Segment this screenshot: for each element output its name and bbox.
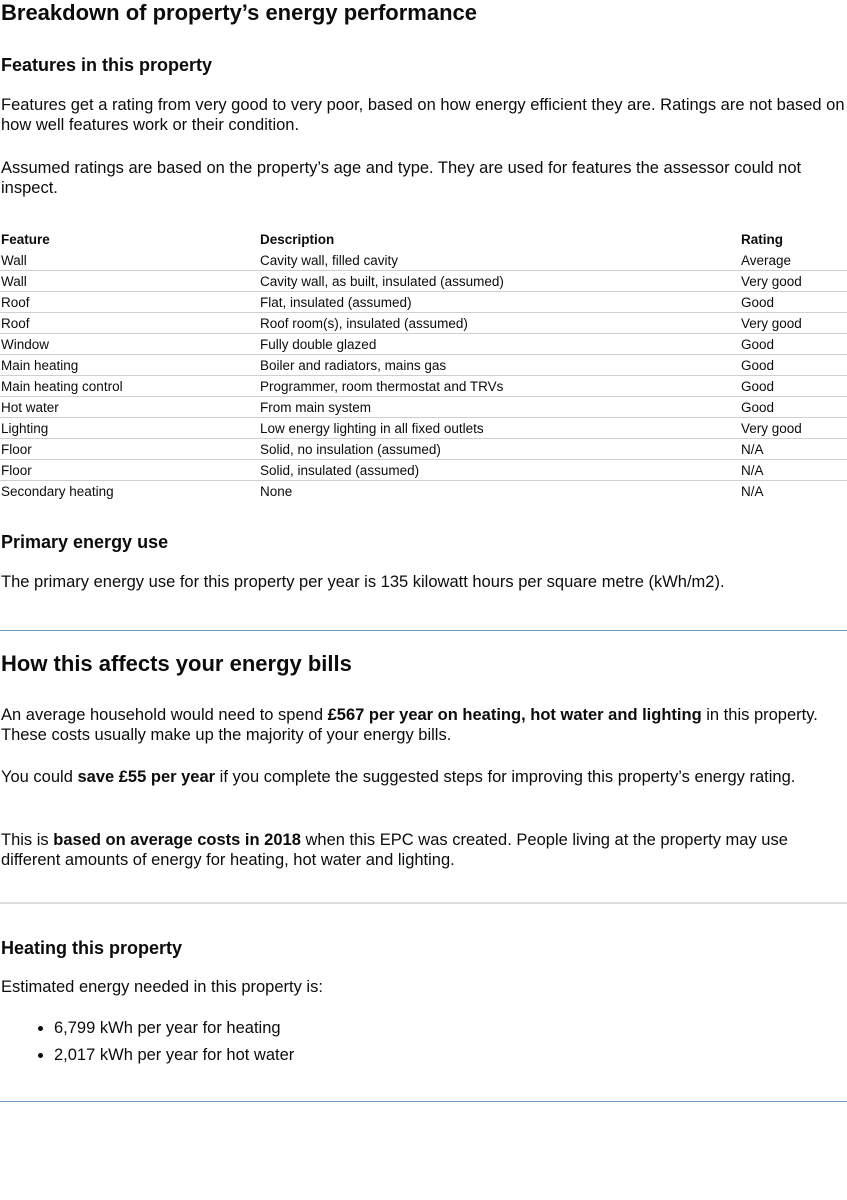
rating-cell: Very good [740, 418, 847, 439]
rating-cell: N/A [740, 439, 847, 460]
savings-text-end: if you complete the suggested steps for improving this property’s energy rating. [215, 768, 796, 786]
cost-basis-text-end: when this EPC was created. People living at the property may use different amounts of energy for heating, hot water and lighting. [1, 831, 788, 869]
primary-energy-text: The primary energy use for this property per year is 135 kilowatt hours per square metre (kWh/m2). [1, 573, 725, 591]
table-row [0, 439, 847, 460]
feature-cell: Main heating control [0, 376, 259, 397]
table-row [0, 292, 847, 313]
table-row [0, 376, 847, 397]
rating-cell: Average [740, 250, 847, 271]
description-cell: Roof room(s), insulated (assumed) [259, 313, 740, 334]
rating-cell: Good [740, 292, 847, 313]
feature-cell: Wall [0, 250, 259, 271]
table-row [0, 250, 847, 271]
assumed-ratings-paragraph: Assumed ratings are based on the property’s age and type. They are used for features the assessor could not inspect. [1, 159, 802, 197]
rating-cell: Good [740, 397, 847, 418]
feature-cell: Floor [0, 460, 259, 481]
description-cell: From main system [259, 397, 740, 418]
feature-cell: Floor [0, 439, 259, 460]
feature-cell: Roof [0, 313, 259, 334]
cost-basis-text-start: This is [1, 831, 54, 849]
table-header-row [0, 228, 847, 250]
rating-cell: Good [740, 355, 847, 376]
rating-cell: Very good [740, 271, 847, 292]
description-cell: Boiler and radiators, mains gas [259, 355, 740, 376]
feature-cell: Secondary heating [1, 483, 114, 499]
column-header-feature: Feature [1, 231, 50, 247]
average-cost-amount: £567 per year on heating, hot water and lighting [327, 706, 702, 724]
savings-text-start: You could [1, 768, 78, 786]
description-cell: Flat, insulated (assumed) [259, 292, 740, 313]
rating-cell: Good [740, 376, 847, 397]
energy-bills-heading: How this affects your energy bills [1, 651, 352, 676]
features-intro-paragraph: Features get a rating from very good to very poor, based on how energy efficient they are. Ratings are not based on how well features work or their condition. [1, 96, 845, 134]
table-row [0, 313, 847, 334]
table-row [0, 397, 847, 418]
table-row [0, 334, 847, 355]
primary-energy-heading: Primary energy use [1, 532, 169, 552]
table-row [0, 481, 847, 502]
table-row [0, 355, 847, 376]
heating-intro: Estimated energy needed in this property is: [1, 978, 323, 996]
description-cell: Solid, no insulation (assumed) [259, 439, 740, 460]
cost-basis-year: based on average costs in 2018 [53, 831, 301, 849]
description-cell: Low energy lighting in all fixed outlets [259, 418, 740, 439]
feature-cell: Hot water [0, 397, 259, 418]
feature-cell: Lighting [0, 418, 259, 439]
rating-cell: N/A [740, 460, 847, 481]
column-header-description: Description [260, 231, 335, 247]
subsection-divider [0, 902, 847, 904]
column-header-rating: Rating [741, 231, 783, 247]
average-cost-paragraph [1, 705, 846, 745]
savings-amount: save £55 per year [77, 768, 216, 786]
description-cell: Cavity wall, filled cavity [259, 250, 740, 271]
rating-cell: Good [740, 334, 847, 355]
description-cell: Solid, insulated (assumed) [259, 460, 740, 481]
feature-cell: Window [0, 334, 259, 355]
description-cell: Programmer, room thermostat and TRVs [259, 376, 740, 397]
description-cell: Fully double glazed [259, 334, 740, 355]
page-title: Breakdown of property’s energy performance [1, 0, 477, 25]
features-table [0, 228, 847, 501]
features-heading: Features in this property [1, 55, 213, 75]
average-cost-text-end: in this property. These costs usually make up the majority of your energy bills. [1, 706, 818, 744]
savings-paragraph [1, 767, 846, 787]
rating-cell: N/A [741, 483, 764, 499]
table-row [0, 418, 847, 439]
heating-heading: Heating this property [1, 938, 183, 958]
feature-cell: Wall [0, 271, 259, 292]
section-divider [0, 1101, 847, 1102]
description-cell: Cavity wall, as built, insulated (assumed) [259, 271, 740, 292]
average-cost-text-start: An average household would need to spend [1, 706, 328, 724]
energy-needed-list [0, 1015, 294, 1069]
list-item: • 2,017 kWh per year for hot water [54, 1042, 294, 1069]
table-row [0, 460, 847, 481]
feature-cell: Main heating [0, 355, 259, 376]
list-item: • 6,799 kWh per year for heating [54, 1015, 294, 1042]
section-divider [0, 630, 847, 631]
description-cell: None [260, 483, 293, 499]
cost-basis-paragraph [1, 830, 846, 870]
feature-cell: Roof [0, 292, 259, 313]
rating-cell: Very good [740, 313, 847, 334]
table-row [0, 271, 847, 292]
